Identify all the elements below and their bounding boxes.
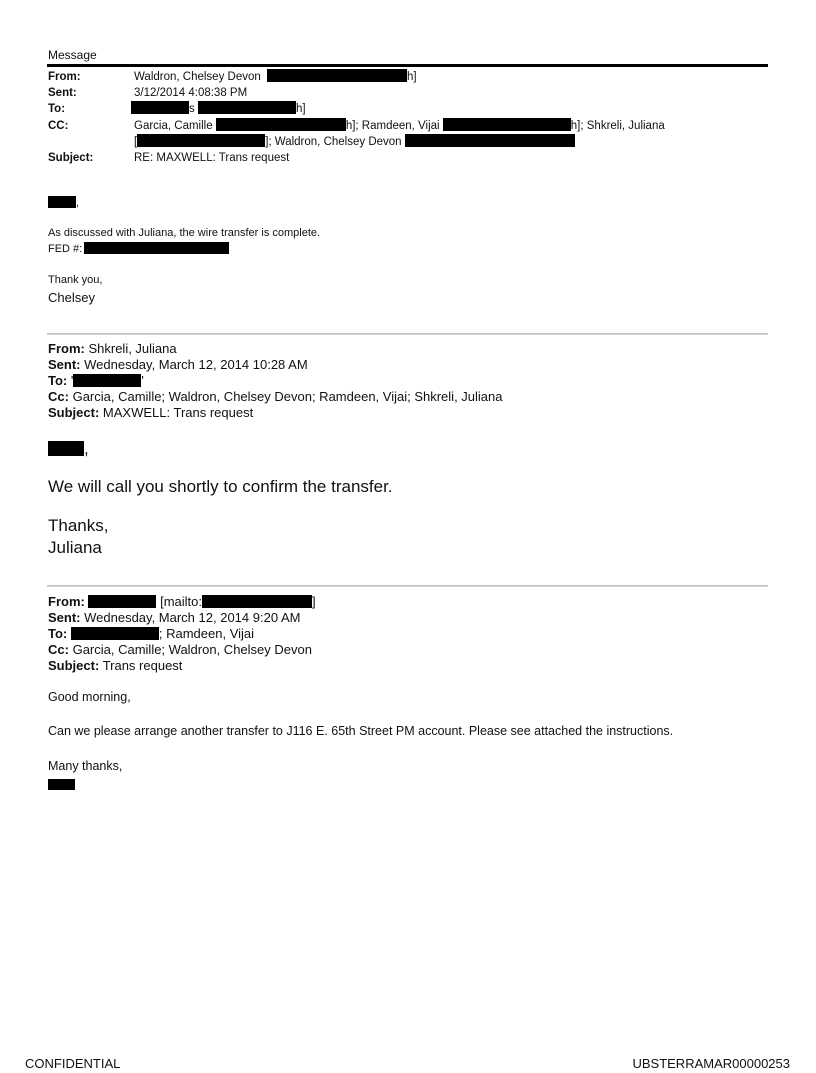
to-tail: h] [295, 103, 306, 115]
header-rule [47, 64, 768, 67]
redaction-box [48, 779, 75, 790]
redaction-box [88, 595, 156, 608]
message-separator [47, 585, 768, 587]
to-mid: s [189, 103, 195, 115]
sent-value: 3/12/2014 4:08:38 PM [134, 87, 248, 99]
cc-name-e: ]; Waldron, Chelsey Devon [265, 136, 402, 148]
subject-value: RE: MAXWELL: Trans request [134, 152, 290, 164]
signature-3 [48, 777, 75, 791]
redaction-box [73, 374, 141, 387]
document-label: Message [48, 48, 97, 62]
redaction-box [216, 118, 346, 131]
cc-name-c: h]; Shkreli, Juliana [570, 120, 665, 132]
subject-key: Subject: [48, 152, 94, 164]
footer-bates-number: UBSTERRAMAR00000253 [632, 1056, 790, 1071]
msg2-subject: Subject: MAXWELL: Trans request [48, 405, 254, 420]
message-1-line: As discussed with Juliana, the wire transfer is complete. [48, 227, 321, 239]
cc-name-a: Garcia, Camille [134, 120, 213, 132]
greeting-2: , [48, 439, 89, 459]
greeting-3: Good morning, [48, 690, 131, 704]
redaction-box [198, 101, 296, 114]
redaction-box [131, 101, 189, 114]
message-separator [47, 333, 768, 335]
message-2-body: We will call you shortly to confirm the transfer. [48, 477, 393, 496]
redaction-box [84, 242, 229, 254]
msg3-subject: Subject: Trans request [48, 658, 183, 673]
greeting-1: , [48, 196, 79, 209]
redaction-box [71, 627, 159, 640]
redaction-box [202, 595, 312, 608]
msg2-sent: Sent: Wednesday, March 12, 2014 10:28 AM [48, 357, 308, 372]
redaction-box [405, 134, 575, 147]
msg3-from: From: [mailto: ] [48, 594, 316, 609]
redaction-box [267, 69, 407, 82]
message-3-body: Can we please arrange another transfer to J116 E. 65th Street PM account. Please see attached the instructions. [48, 724, 674, 738]
cc-open-bracket: [ [134, 136, 138, 148]
msg2-from: From: Shkreli, Juliana [48, 341, 177, 356]
signature-2: Juliana [48, 538, 102, 557]
sent-key: Sent: [48, 87, 77, 99]
to-key: To: [48, 103, 66, 115]
msg2-cc: Cc: Garcia, Camille; Waldron, Chelsey Devon; Ramdeen, Vijai; Shkreli, Juliana [48, 389, 503, 404]
fed-number: FED #: [48, 242, 229, 255]
redaction-box [443, 118, 571, 131]
signature-1: Chelsey [48, 290, 95, 305]
cc-name-b: h]; Ramdeen, Vijai [345, 120, 440, 132]
closing-2: Thanks, [48, 516, 109, 535]
redaction-box [48, 196, 76, 208]
closing-1: Thank you, [48, 274, 103, 286]
msg3-cc: Cc: Garcia, Camille; Waldron, Chelsey Devon [48, 642, 312, 657]
from-key: From: [48, 71, 81, 83]
msg3-to: To: ; Ramdeen, Vijai [48, 626, 255, 641]
msg3-sent: Sent: Wednesday, March 12, 2014 9:20 AM [48, 610, 301, 625]
cc-key: CC: [48, 120, 69, 132]
from-value: Waldron, Chelsey Devon [134, 71, 261, 83]
msg2-to: To: ' ' [48, 373, 144, 388]
closing-3: Many thanks, [48, 759, 123, 773]
footer-confidential: CONFIDENTIAL [25, 1056, 121, 1071]
redaction-box [48, 441, 84, 456]
redaction-box [137, 134, 265, 147]
from-tail: h] [406, 71, 417, 83]
